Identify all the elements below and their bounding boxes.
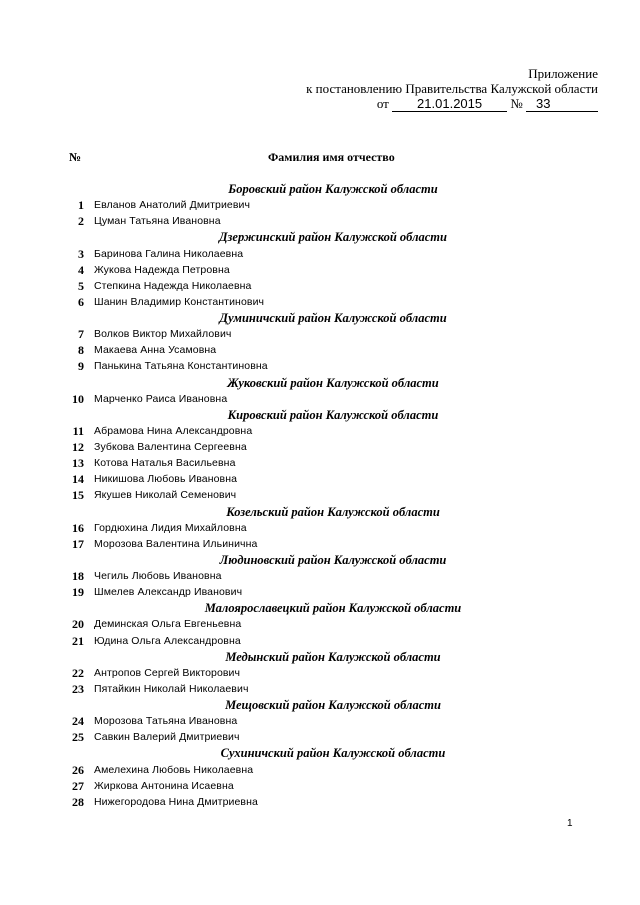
list-item bbox=[0, 262, 640, 278]
person-full-name: Пятайкин Николай Николаевич bbox=[94, 682, 249, 695]
item-number: 28 bbox=[72, 794, 84, 809]
person-full-name: Марченко Раиса Ивановна bbox=[94, 392, 228, 405]
person-full-name: Морозова Татьяна Ивановна bbox=[94, 715, 238, 728]
list-item bbox=[0, 729, 640, 745]
list-item bbox=[0, 681, 640, 697]
district-heading: Людиновский район Калужской области bbox=[219, 552, 447, 567]
list-item bbox=[0, 471, 640, 487]
list-item bbox=[0, 246, 640, 262]
person-full-name: Макаева Анна Усамовна bbox=[94, 344, 217, 357]
appendix-subtitle: к постановлению Правительства Калужской области bbox=[306, 81, 598, 96]
person-full-name: Котова Наталья Васильевна bbox=[94, 457, 236, 470]
person-full-name: Морозова Валентина Ильинична bbox=[94, 537, 258, 550]
district-heading: Жуковский район Калужской области bbox=[227, 375, 439, 390]
list-item bbox=[0, 342, 640, 358]
item-number: 20 bbox=[72, 617, 84, 632]
list-item bbox=[0, 439, 640, 455]
item-number: 5 bbox=[78, 278, 84, 293]
district-heading: Малоярославецкий район Калужской области bbox=[204, 601, 462, 616]
list-item bbox=[0, 391, 640, 407]
district-heading: Думиничский район Калужской области bbox=[219, 311, 447, 325]
person-full-name: Никишова Любовь Ивановна bbox=[94, 473, 238, 486]
list-item bbox=[0, 536, 640, 552]
district-heading: Кировский район Калужской области bbox=[227, 407, 439, 422]
person-full-name: Деминская Ольга Евгеньевна bbox=[94, 618, 242, 631]
person-full-name: Волков Виктор Михайлович bbox=[94, 328, 232, 341]
item-number: 3 bbox=[78, 246, 84, 261]
appendix-title: Приложение bbox=[528, 66, 598, 81]
item-number: 18 bbox=[72, 569, 84, 583]
list-item bbox=[0, 213, 640, 229]
column-header-full-name: Фамилия имя отчество bbox=[268, 150, 395, 164]
page-number: 1 bbox=[567, 818, 573, 829]
person-full-name: Антропов Сергей Викторович bbox=[94, 666, 241, 679]
item-number: 19 bbox=[72, 585, 84, 600]
district-heading: Медынский район Калужской области bbox=[225, 649, 441, 664]
item-number: 24 bbox=[72, 714, 84, 729]
item-number: 1 bbox=[78, 198, 84, 213]
item-number: 14 bbox=[72, 472, 84, 487]
item-number: 11 bbox=[72, 423, 84, 438]
item-number: 27 bbox=[72, 778, 84, 793]
item-number: 13 bbox=[72, 456, 84, 471]
item-number: 9 bbox=[78, 359, 84, 374]
person-full-name: Гордюхина Лидия Михайловна bbox=[94, 521, 247, 534]
person-full-name: Зубкова Валентина Сергеевна bbox=[94, 441, 247, 453]
person-full-name: Евланов Анатолий Дмитриевич bbox=[94, 199, 251, 212]
item-number: 22 bbox=[72, 665, 84, 680]
list-item bbox=[0, 358, 640, 374]
item-number: 8 bbox=[78, 343, 84, 358]
person-full-name: Степкина Надежда Николаевна bbox=[94, 279, 252, 292]
district-heading: Дзержинский район Калужской области bbox=[219, 230, 447, 245]
item-number: 21 bbox=[72, 633, 84, 648]
person-full-name: Якушев Николай Семенович bbox=[94, 489, 237, 502]
appendix-header bbox=[306, 66, 598, 112]
person-full-name: Амелехина Любовь Николаевна bbox=[94, 763, 254, 776]
item-number: 17 bbox=[72, 536, 84, 551]
list-item bbox=[0, 584, 640, 600]
district-heading: Мещовский район Калужской области bbox=[225, 698, 441, 712]
list-item bbox=[0, 520, 640, 536]
district-heading: Сухиничский район Калужской области bbox=[220, 746, 446, 761]
person-full-name: Юдина Ольга Александровна bbox=[94, 634, 241, 647]
item-number: 25 bbox=[72, 730, 84, 745]
list-item bbox=[0, 762, 640, 778]
item-number: 12 bbox=[72, 440, 84, 454]
person-full-name: Шмелев Александр Иванович bbox=[94, 586, 243, 599]
list-item bbox=[0, 326, 640, 342]
list-item bbox=[0, 778, 640, 794]
list-item bbox=[0, 423, 640, 439]
table-header bbox=[0, 150, 640, 166]
list-item bbox=[0, 487, 640, 503]
person-full-name: Жукова Надежда Петровна bbox=[94, 263, 230, 276]
person-full-name: Нижегородова Нина Дмитриевна bbox=[94, 795, 258, 808]
person-full-name: Баринова Галина Николаевна bbox=[94, 247, 244, 260]
list-item bbox=[0, 794, 640, 810]
decree-number: 33 bbox=[526, 97, 598, 112]
list-item bbox=[0, 294, 640, 310]
person-full-name: Жиркова Антонина Исаевна bbox=[94, 779, 234, 792]
number-prefix: № bbox=[510, 96, 523, 111]
decree-date: 21.01.2015 bbox=[392, 97, 507, 112]
list-item bbox=[0, 616, 640, 632]
column-header-number: № bbox=[69, 150, 82, 164]
person-full-name: Шанин Владимир Константинович bbox=[94, 295, 265, 308]
item-number: 10 bbox=[72, 391, 84, 406]
list-item bbox=[0, 665, 640, 681]
item-number: 4 bbox=[78, 262, 84, 277]
district-heading: Козельский район Калужской области bbox=[226, 504, 440, 519]
list-item bbox=[0, 455, 640, 471]
item-number: 2 bbox=[78, 214, 84, 229]
list-item bbox=[0, 278, 640, 294]
item-number: 23 bbox=[72, 681, 84, 696]
person-full-name: Абрамова Нина Александровна bbox=[94, 424, 253, 437]
recipient-list bbox=[0, 181, 640, 810]
list-item bbox=[0, 568, 640, 584]
item-number: 26 bbox=[72, 762, 84, 777]
person-full-name: Панькина Татьяна Константиновна bbox=[94, 360, 268, 373]
person-full-name: Чегиль Любовь Ивановна bbox=[94, 570, 222, 582]
item-number: 16 bbox=[72, 520, 84, 535]
person-full-name: Савкин Валерий Дмитриевич bbox=[94, 731, 240, 744]
item-number: 15 bbox=[72, 488, 84, 503]
list-item bbox=[0, 633, 640, 649]
item-number: 6 bbox=[78, 294, 84, 309]
list-item bbox=[0, 713, 640, 729]
item-number: 7 bbox=[78, 327, 84, 342]
appendix-date-line bbox=[306, 96, 598, 112]
date-prefix: от bbox=[376, 96, 389, 111]
list-item bbox=[0, 197, 640, 213]
district-heading: Боровский район Калужской области bbox=[228, 182, 438, 196]
person-full-name: Цуман Татьяна Ивановна bbox=[94, 215, 221, 228]
